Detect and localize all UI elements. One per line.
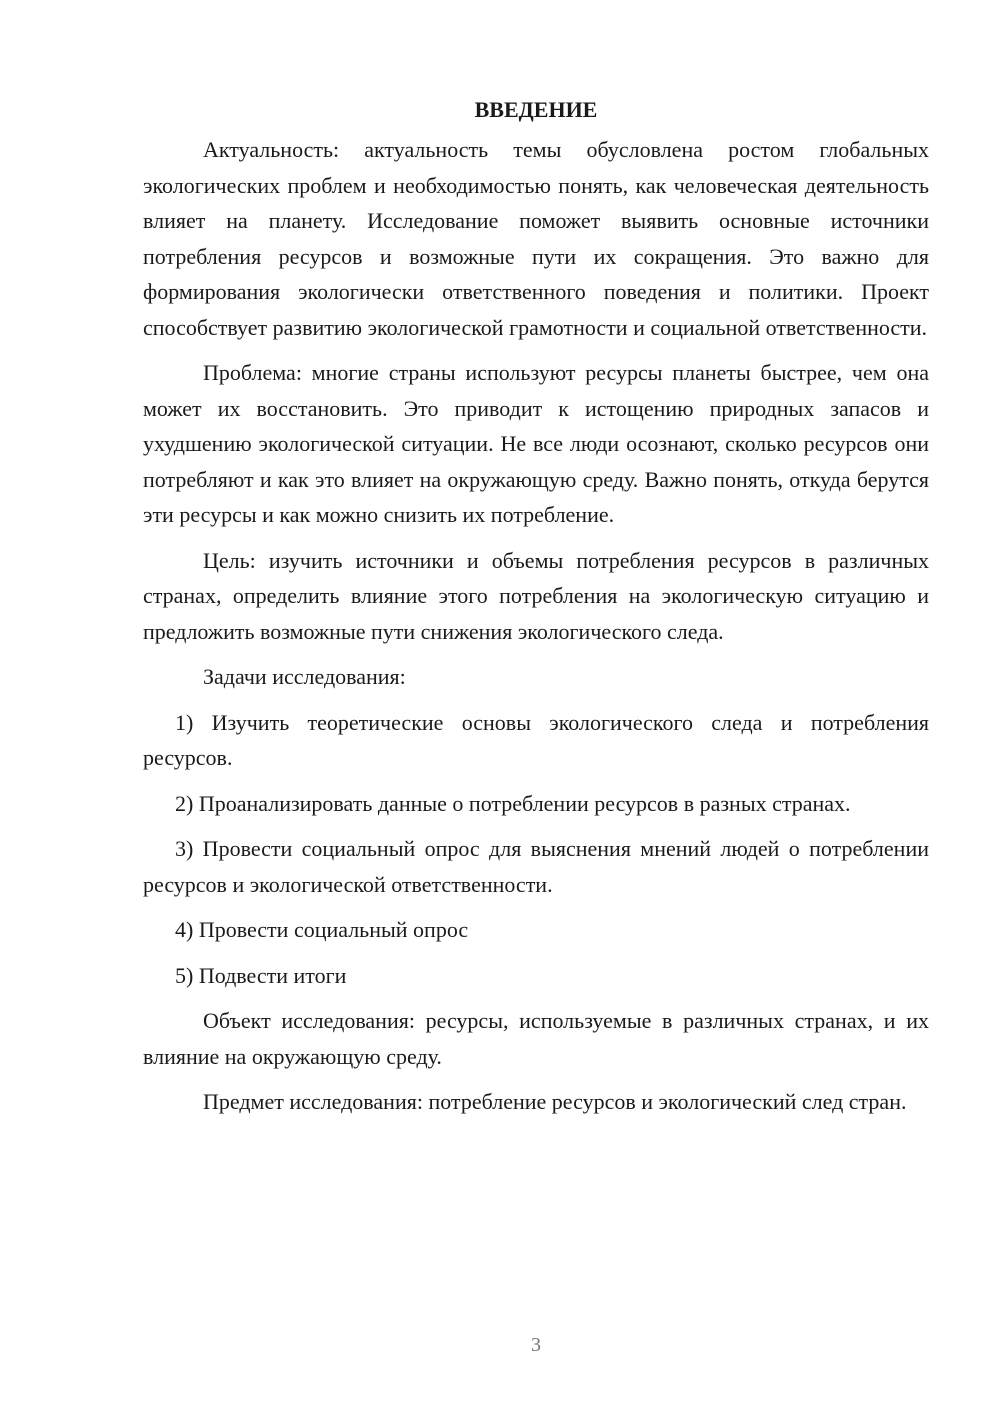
paragraph-object: Объект исследования: ресурсы, используемые в различных странах, и их влияние на окружающую среду.	[143, 1008, 929, 1069]
page-number: 3	[531, 1334, 541, 1356]
paragraph-problem: Проблема: многие страны используют ресурсы планеты быстрее, чем она может их восстановить. Это приводит к истощению природных запасов и ухудшению экологической ситуации. Не все люди осознают, сколько ресурсов они потребляют и как это влияет на окружающую среду. Важно понять, откуда берутся эти ресурсы и как можно снизить их потребление.	[143, 360, 929, 527]
tasks-title: Задачи исследования:	[203, 664, 406, 689]
paragraph-relevance: Актуальность: актуальность темы обусловлена ростом глобальных экологических проблем и необходимостью понять, как человеческая деятельность влияет на планету. Исследование поможет выявить основные источники потребления ресурсов и возможные пути их сокращения. Это важно для формирования экологически ответственного поведения и политики. Проект способствует развитию экологической грамотности и социальной ответственности.	[143, 137, 929, 340]
paragraph-subject: Предмет исследования: потребление ресурсов и экологический след стран.	[203, 1089, 907, 1114]
paragraph-goal: Цель: изучить источники и объемы потребления ресурсов в различных странах, определить влияние этого потребления на экологическую ситуацию и предложить возможные пути снижения экологического следа.	[143, 547, 929, 644]
task-item-3: 3) Провести социальный опрос для выяснения мнений людей о потреблении ресурсов и экологической ответственности.	[143, 836, 929, 897]
task-item-1: 1) Изучить теоретические основы экологического следа и потребления ресурсов.	[143, 709, 929, 770]
section-heading: ВВЕДЕНИЕ	[474, 97, 598, 122]
task-item-5: 5) Подвести итоги	[175, 962, 347, 988]
task-item-2: 2) Проанализировать данные о потреблении ресурсов в разных странах.	[175, 790, 851, 816]
task-item-4: 4) Провести социальный опрос	[175, 917, 469, 942]
document-page	[143, 92, 929, 1130]
